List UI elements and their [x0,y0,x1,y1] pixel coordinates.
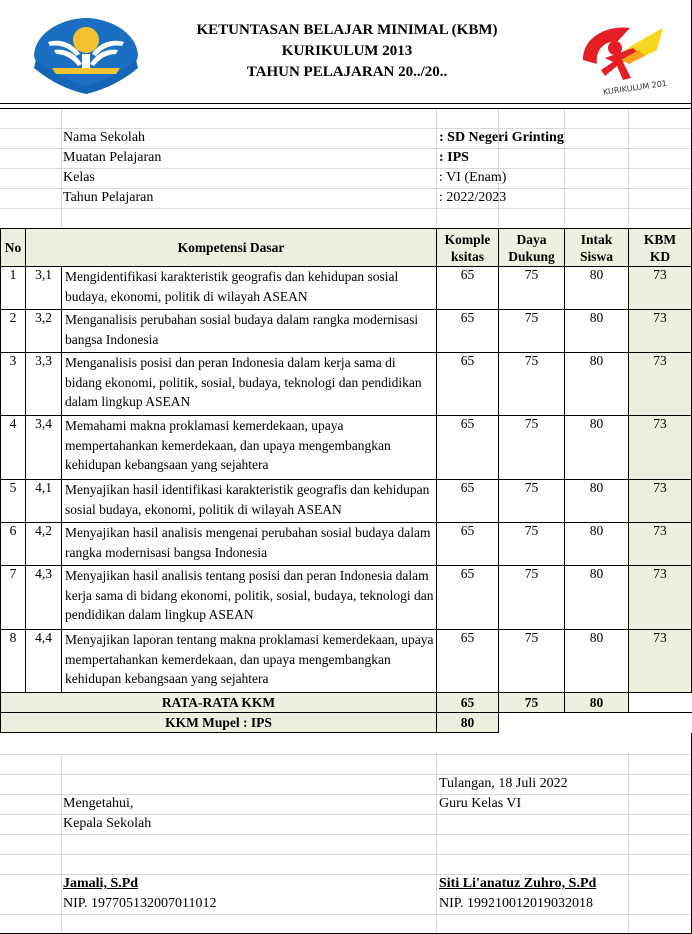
subject-value: : IPS [439,150,469,165]
table-row: 6 4,2 Menyajikan hasil analisis mengenai perubahan sosial budaya dalam rangka modernisasi bangsa Indonesia 65 75 80 73 [1,523,692,566]
table-row: 4 3,4 Memahami makna proklamasi kemerdekaan, upaya mempertahankan kemerdekaan, dan upaya mengembangkan kehidupan kebangsaan yang sejahtera 65 75 80 73 [1,416,692,480]
logo-right-text: KURIKULUM 2013 [602,78,667,97]
table-row: 7 4,3 Menyajikan hasil analisis tentang posisi dan peran Indonesia dalam kerja sama di bidang ekonomi, politik, sosial, budaya, teknologi dan pendidikan dalam lingkup ASEAN 65 75 80 73 [1,566,692,630]
table-header-row [1,229,692,267]
table-row: 5 4,1 Menyajikan hasil identifikasi karakteristik geografis dan kehidupan sosial budaya, ekonomi, politik di wilayah ASEAN 65 75 80 73 [1,480,692,523]
rata-rata-label: RATA-RATA KKM [1,693,437,713]
tut-wuri-handayani-logo [26,10,146,95]
school-label: Nama Sekolah [63,130,146,145]
school-value: : SD Negeri Grinting [439,130,564,145]
mengetahui-text: Mengetahui, [63,796,134,811]
year-label: Tahun Pelajaran [63,190,154,205]
header-intak-siswa: Intak Siswa [565,229,629,267]
kurikulum-2013-logo [575,20,667,100]
header-no: No [1,229,26,267]
teacher-nip: NIP. 199210012019032018 [439,896,594,911]
kd-text: Menyajikan laporan tentang makna proklamasi kemerdekaan, upaya mempertahankan kemerdekaan, dan upaya mengembangkan kehidupan kebangsaan yang sejahtera [62,630,437,693]
table-row: 1 3,1 Mengidentifikasi karakteristik geografis dan kehidupan sosial budaya, ekonomi, politik di wilayah ASEAN 65 75 80 73 [1,267,692,310]
subject-label: Muatan Pelajaran [63,150,162,165]
rata-intak: 80 [565,693,629,713]
kd-text: Menyajikan hasil analisis tentang posisi dan peran Indonesia dalam kerja sama di bidang ekonomi, politik, sosial, budaya, teknologi dan pendidikan dalam lingkup ASEAN [62,566,437,630]
principal-nip: NIP. 197705132007011012 [63,896,217,911]
logo-left-text: TUT WURI HANDAYANI [42,10,130,34]
kkm-mupel-row [1,713,692,733]
table-row: 3 3,3 Menganalisis posisi dan peran Indonesia dalam kerja sama di bidang ekonomi, politik, sosial, budaya, teknologi dan pendidikan dalam lingkup ASEAN 65 75 80 73 [1,353,692,416]
kd-text: Menyajikan hasil analisis mengenai perubahan sosial budaya dalam rangka modernisasi bangsa Indonesia [62,523,437,566]
class-value: : VI (Enam) [439,170,507,185]
rata-daya: 75 [499,693,565,713]
header-daya-dukung: Daya Dukung [499,229,565,267]
kd-text: Mengidentifikasi karakteristik geografis dan kehidupan sosial budaya, ekonomi, politik di wilayah ASEAN [62,267,437,310]
kkm-mupel-label: KKM Mupel : IPS [1,713,437,733]
place-date: Tulangan, 18 Juli 2022 [439,776,568,791]
title-line-3: TAHUN PELAJARAN 20../20.. [246,64,448,80]
table-row: 2 3,2 Menganalisis perubahan sosial budaya dalam rangka modernisasi bangsa Indonesia 65 75 80 73 [1,310,692,353]
header-kompleksitas: Komple ksitas [437,229,499,267]
kd-text: Memahami makna proklamasi kemerdekaan, upaya mempertahankan kemerdekaan, dan upaya mengembangkan kehidupan kebangsaan yang sejahtera [62,416,437,480]
kd-text: Menyajikan hasil identifikasi karakteristik geografis dan kehidupan sosial budaya, ekonomi, politik di wilayah ASEAN [62,480,437,523]
kbm-table [0,228,692,733]
principal-role: Kepala Sekolah [63,816,152,831]
kd-text: Menganalisis posisi dan peran Indonesia dalam kerja sama di bidang ekonomi, politik, sosial, budaya, teknologi dan pendidikan dalam lingkup ASEAN [62,353,437,416]
teacher-name: Siti Li'anatuz Zuhro, S.Pd [439,876,597,891]
title-line-2: KURIKULUM 2013 [281,43,413,59]
table-row: 8 4,4 Menyajikan laporan tentang makna proklamasi kemerdekaan, upaya mempertahankan kemerdekaan, dan upaya mengembangkan kehidupan kebangsaan yang sejahtera 65 75 80 73 [1,630,692,693]
kkm-mupel-value: 80 [437,713,499,733]
rata-komp: 65 [437,693,499,713]
rata-rata-row [1,693,692,713]
title-line-1: KETUNTASAN BELAJAR MINIMAL (KBM) [196,22,498,38]
principal-name: Jamali, S.Pd [63,876,139,891]
year-value: : 2022/2023 [439,190,507,205]
class-label: Kelas [63,170,95,185]
header-kd: Kompetensi Dasar [26,229,437,267]
teacher-role: Guru Kelas VI [439,796,522,811]
header-kbm-kd: KBM KD [629,229,692,267]
kd-text: Menganalisis perubahan sosial budaya dalam rangka modernisasi bangsa Indonesia [62,310,437,353]
